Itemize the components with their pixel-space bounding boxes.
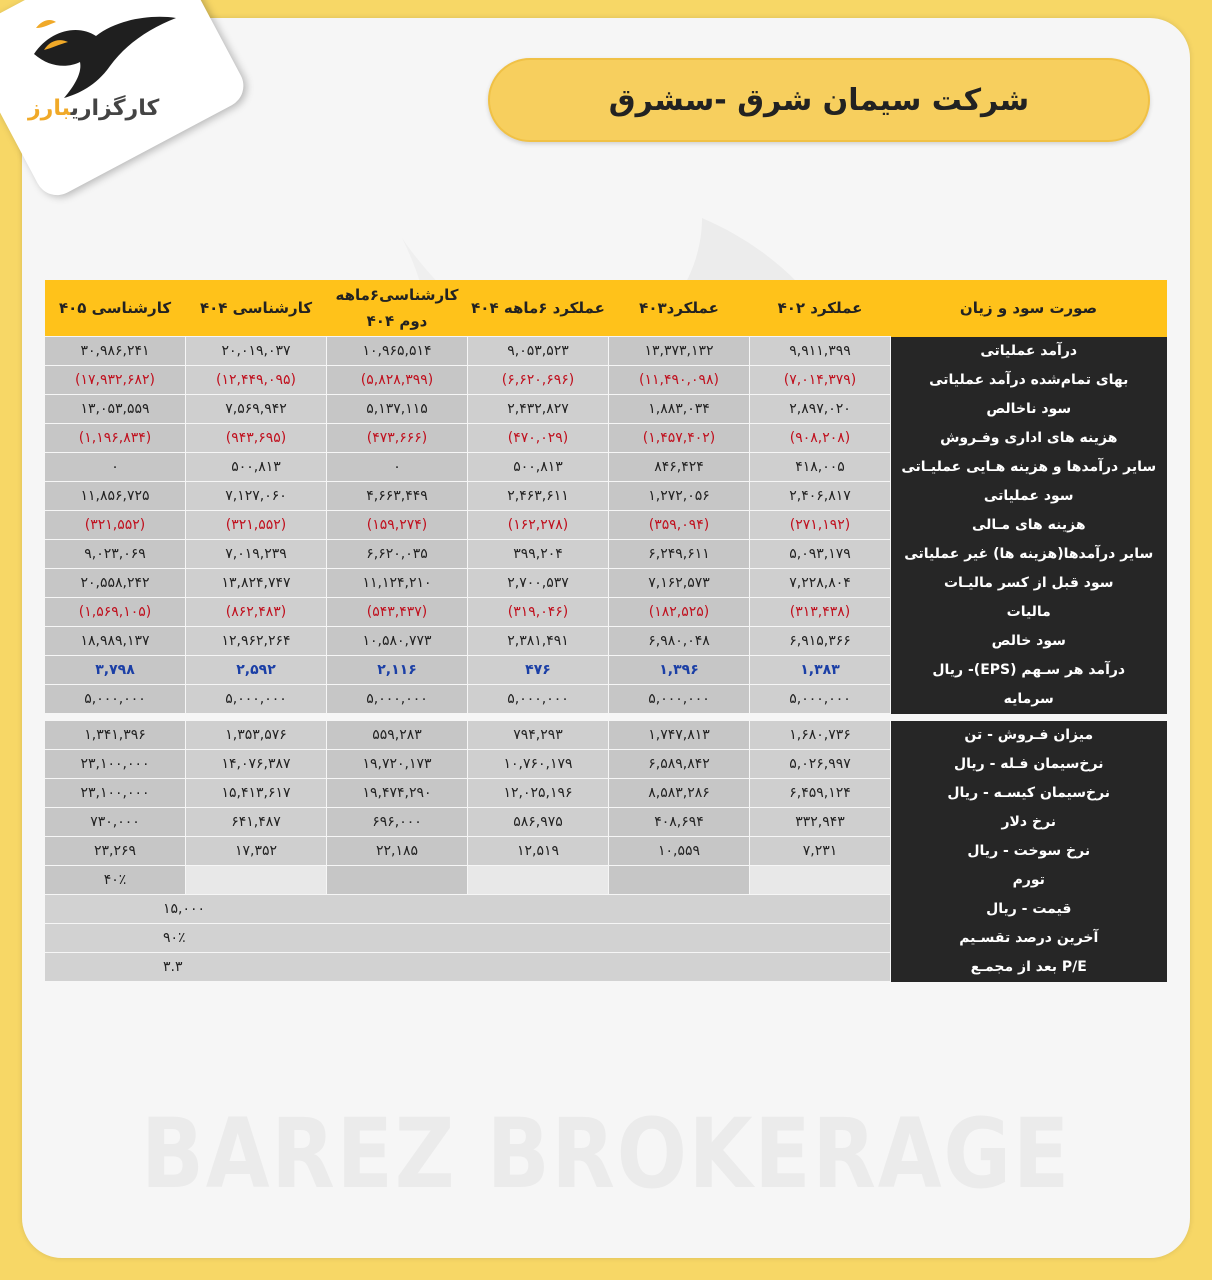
value-cell: ۴,۶۶۳,۴۴۹ xyxy=(327,482,468,511)
value-cell: ۵۰۰,۸۱۳ xyxy=(186,453,327,482)
value-cell: (۵۴۳,۴۳۷) xyxy=(327,598,468,627)
value-cell: ۰ xyxy=(327,453,468,482)
value-cell: ۱۰,۹۶۵,۵۱۴ xyxy=(327,337,468,366)
value-cell: (۶,۶۲۰,۶۹۶) xyxy=(468,366,609,395)
table-row xyxy=(45,511,1167,540)
value-cell: ۱۱,۸۵۶,۷۲۵ xyxy=(45,482,186,511)
value-cell: (۴۷۰,۰۲۹) xyxy=(468,424,609,453)
value-cell: ۲,۵۹۲ xyxy=(186,656,327,685)
row-label: نرخ‌سیمان کیسـه - ریال xyxy=(891,779,1167,808)
logo-text-accent: بارز xyxy=(28,96,71,121)
header-cell: عملکرد ۴۰۲ xyxy=(750,280,891,337)
market-value-cell: ۱۵,۰۰۰ xyxy=(45,895,891,924)
value-cell: ۶۴۱,۴۸۷ xyxy=(186,808,327,837)
value-cell: ۵,۰۰۰,۰۰۰ xyxy=(750,685,891,714)
value-cell: ۷۹۴,۲۹۳ xyxy=(468,721,609,750)
table-row xyxy=(45,721,1167,750)
value-cell: ۶,۹۱۵,۳۶۶ xyxy=(750,627,891,656)
brand-logo[interactable] xyxy=(0,0,200,150)
watermark-text: BAREZ BROKERAGE xyxy=(141,1098,1071,1210)
row-label: هزینه های مـالی xyxy=(891,511,1167,540)
row-label: نرخ دلار xyxy=(891,808,1167,837)
value-cell: ۱۹,۷۲۰,۱۷۳ xyxy=(327,750,468,779)
table-row xyxy=(45,924,1167,953)
table-row xyxy=(45,540,1167,569)
table-row xyxy=(45,953,1167,982)
table-row xyxy=(45,424,1167,453)
value-cell: ۱۲,۰۲۵,۱۹۶ xyxy=(468,779,609,808)
table-row xyxy=(45,895,1167,924)
row-label: درآمد عملیاتی xyxy=(891,337,1167,366)
value-cell: ۱,۳۹۶ xyxy=(609,656,750,685)
value-cell: ۱,۳۴۱,۳۹۶ xyxy=(45,721,186,750)
value-cell: ۱,۶۸۰,۷۳۶ xyxy=(750,721,891,750)
value-cell: ۱,۳۵۳,۵۷۶ xyxy=(186,721,327,750)
value-cell: ۲,۷۰۰,۵۳۷ xyxy=(468,569,609,598)
value-cell: (۷,۰۱۴,۳۷۹) xyxy=(750,366,891,395)
value-cell: ۱۳,۳۷۳,۱۳۲ xyxy=(609,337,750,366)
value-cell xyxy=(468,866,609,895)
row-label: میزان فـروش - تن xyxy=(891,721,1167,750)
value-cell: ۳۳۲,۹۴۳ xyxy=(750,808,891,837)
value-cell: (۱۶۲,۲۷۸) xyxy=(468,511,609,540)
value-cell: ۵,۰۰۰,۰۰۰ xyxy=(327,685,468,714)
table-row xyxy=(45,598,1167,627)
financial-table xyxy=(44,280,1167,982)
table-row xyxy=(45,866,1167,895)
value-cell: ۱۸,۹۸۹,۱۳۷ xyxy=(45,627,186,656)
value-cell: ۱۷,۳۵۲ xyxy=(186,837,327,866)
value-cell: ۵,۰۰۰,۰۰۰ xyxy=(186,685,327,714)
value-cell: ۲,۴۳۲,۸۲۷ xyxy=(468,395,609,424)
value-cell: ۲۲,۱۸۵ xyxy=(327,837,468,866)
value-cell: ۱۹,۴۷۴,۲۹۰ xyxy=(327,779,468,808)
value-cell: (۹۰۸,۲۰۸) xyxy=(750,424,891,453)
value-cell: ۵,۰۰۰,۰۰۰ xyxy=(468,685,609,714)
value-cell: (۱,۵۶۹,۱۰۵) xyxy=(45,598,186,627)
value-cell: ۵,۱۳۷,۱۱۵ xyxy=(327,395,468,424)
row-label: تورم xyxy=(891,866,1167,895)
section-gap xyxy=(45,714,1167,721)
value-cell: ۵۰۰,۸۱۳ xyxy=(468,453,609,482)
market-value-cell: ۹۰٪ xyxy=(45,924,891,953)
value-cell: ۶,۴۵۹,۱۲۴ xyxy=(750,779,891,808)
market-value-cell: ۳.۳ xyxy=(45,953,891,982)
row-label: سود خالص xyxy=(891,627,1167,656)
header-cell: عملکرد ۶ماهه ۴۰۴ xyxy=(468,280,609,337)
value-cell: ۴۷۶ xyxy=(468,656,609,685)
value-cell: (۱۸۲,۵۲۵) xyxy=(609,598,750,627)
value-cell: ۲,۱۱۶ xyxy=(327,656,468,685)
value-cell xyxy=(327,866,468,895)
value-cell xyxy=(186,866,327,895)
table-row xyxy=(45,779,1167,808)
value-cell: (۱,۱۹۶,۸۳۴) xyxy=(45,424,186,453)
logo-text xyxy=(28,96,159,121)
value-cell xyxy=(609,866,750,895)
header-cell: عملکرد۴۰۳ xyxy=(609,280,750,337)
value-cell: ۷۳۰,۰۰۰ xyxy=(45,808,186,837)
row-label: مالیات xyxy=(891,598,1167,627)
value-cell: ۴۰۸,۶۹۴ xyxy=(609,808,750,837)
value-cell: (۹۴۳,۶۹۵) xyxy=(186,424,327,453)
row-label: سود ناخالص xyxy=(891,395,1167,424)
value-cell: ۷,۰۱۹,۲۳۹ xyxy=(186,540,327,569)
value-cell: ۹,۹۱۱,۳۹۹ xyxy=(750,337,891,366)
value-cell: ۵,۰۲۶,۹۹۷ xyxy=(750,750,891,779)
value-cell: ۳۰,۹۸۶,۲۴۱ xyxy=(45,337,186,366)
value-cell: ۱۳,۰۵۳,۵۵۹ xyxy=(45,395,186,424)
row-label: سایر درآمدها(هزینه ها) غیر عملیاتی xyxy=(891,540,1167,569)
value-cell: ۲۰,۵۵۸,۲۴۲ xyxy=(45,569,186,598)
row-label: هزینه های اداری وفـروش xyxy=(891,424,1167,453)
value-cell: ۲۳,۱۰۰,۰۰۰ xyxy=(45,779,186,808)
logo-text-main: کارگزاری xyxy=(70,96,160,121)
value-cell: ۱۰,۵۸۰,۷۷۳ xyxy=(327,627,468,656)
table-row xyxy=(45,453,1167,482)
header-cell: کارشناسی۶ماهه دوم ۴۰۴ xyxy=(327,280,468,337)
operating-data-body xyxy=(45,721,1167,895)
row-label: نرخ‌سیمان فـله - ریال xyxy=(891,750,1167,779)
row-label: سود عملیاتی xyxy=(891,482,1167,511)
value-cell: ۳۹۹,۲۰۴ xyxy=(468,540,609,569)
value-cell: ۳,۷۹۸ xyxy=(45,656,186,685)
value-cell: ۷,۱۶۲,۵۷۳ xyxy=(609,569,750,598)
eagle-logo-icon xyxy=(30,10,180,100)
value-cell: ۷,۲۲۸,۸۰۴ xyxy=(750,569,891,598)
value-cell: ۱۱,۱۲۴,۲۱۰ xyxy=(327,569,468,598)
value-cell: ۲,۸۹۷,۰۲۰ xyxy=(750,395,891,424)
table-row xyxy=(45,685,1167,714)
value-cell xyxy=(750,866,891,895)
table-row xyxy=(45,395,1167,424)
table-row xyxy=(45,656,1167,685)
value-cell: ۹,۰۵۳,۵۲۳ xyxy=(468,337,609,366)
row-label: سرمایه xyxy=(891,685,1167,714)
value-cell: ۲۳,۱۰۰,۰۰۰ xyxy=(45,750,186,779)
value-cell: (۲۷۱,۱۹۲) xyxy=(750,511,891,540)
value-cell: ۱۴,۰۷۶,۳۸۷ xyxy=(186,750,327,779)
value-cell: ۱۳,۸۲۴,۷۴۷ xyxy=(186,569,327,598)
table-row xyxy=(45,627,1167,656)
page-title: شرکت سیمان شرق -سشرق xyxy=(608,82,1030,118)
value-cell: ۱۰,۷۶۰,۱۷۹ xyxy=(468,750,609,779)
market-data-body xyxy=(45,895,1167,982)
row-label: بهای تمام‌شده درآمد عملیاتی xyxy=(891,366,1167,395)
value-cell: ۲,۴۰۶,۸۱۷ xyxy=(750,482,891,511)
value-cell: ۵,۰۰۰,۰۰۰ xyxy=(45,685,186,714)
value-cell: ۲,۳۸۱,۴۹۱ xyxy=(468,627,609,656)
value-cell: (۳۲۱,۵۵۲) xyxy=(186,511,327,540)
value-cell: ۱۲,۵۱۹ xyxy=(468,837,609,866)
value-cell: (۴۷۳,۶۶۶) xyxy=(327,424,468,453)
value-cell: ۶,۲۴۹,۶۱۱ xyxy=(609,540,750,569)
title-banner xyxy=(488,58,1150,142)
value-cell: ۹,۰۲۳,۰۶۹ xyxy=(45,540,186,569)
header-cell: صورت سود و زیان xyxy=(891,280,1167,337)
row-label: نرخ سوخت - ریال xyxy=(891,837,1167,866)
value-cell: ۶,۵۸۹,۸۴۲ xyxy=(609,750,750,779)
value-cell: ۶,۶۲۰,۰۳۵ xyxy=(327,540,468,569)
value-cell: ۶,۹۸۰,۰۴۸ xyxy=(609,627,750,656)
table-header-row xyxy=(45,280,1167,337)
value-cell: (۵,۸۲۸,۳۹۹) xyxy=(327,366,468,395)
value-cell: ۷,۵۶۹,۹۴۲ xyxy=(186,395,327,424)
header-cell: کارشناسی ۴۰۴ xyxy=(186,280,327,337)
value-cell: ۸۴۶,۴۲۴ xyxy=(609,453,750,482)
value-cell: (۳۱۹,۰۴۶) xyxy=(468,598,609,627)
table-row xyxy=(45,366,1167,395)
table-row xyxy=(45,337,1167,366)
value-cell: ۷,۱۲۷,۰۶۰ xyxy=(186,482,327,511)
table-row xyxy=(45,808,1167,837)
value-cell: ۵,۰۹۳,۱۷۹ xyxy=(750,540,891,569)
table-row xyxy=(45,482,1167,511)
header-cell: کارشناسی ۴۰۵ xyxy=(45,280,186,337)
value-cell: ۸,۵۸۳,۲۸۶ xyxy=(609,779,750,808)
value-cell: ۲۰,۰۱۹,۰۳۷ xyxy=(186,337,327,366)
value-cell: ۱,۷۴۷,۸۱۳ xyxy=(609,721,750,750)
value-cell: ۵۵۹,۲۸۳ xyxy=(327,721,468,750)
value-cell: ۱۵,۴۱۳,۶۱۷ xyxy=(186,779,327,808)
value-cell: ۷,۲۳۱ xyxy=(750,837,891,866)
value-cell: (۳۱۳,۴۳۸) xyxy=(750,598,891,627)
value-cell: ۰ xyxy=(45,453,186,482)
value-cell: ۵۸۶,۹۷۵ xyxy=(468,808,609,837)
income-statement-body xyxy=(45,337,1167,714)
row-label: P/E بعد از مجمـع xyxy=(891,953,1167,982)
value-cell: ۱,۸۸۳,۰۳۴ xyxy=(609,395,750,424)
value-cell: ۲۳,۲۶۹ xyxy=(45,837,186,866)
row-label: آخرین درصد تقسـیم xyxy=(891,924,1167,953)
value-cell: ۴۱۸,۰۰۵ xyxy=(750,453,891,482)
value-cell: ۲,۴۶۳,۶۱۱ xyxy=(468,482,609,511)
value-cell: (۱۲,۴۴۹,۰۹۵) xyxy=(186,366,327,395)
value-cell: (۱,۴۵۷,۴۰۲) xyxy=(609,424,750,453)
value-cell: (۳۵۹,۰۹۴) xyxy=(609,511,750,540)
table-row xyxy=(45,569,1167,598)
value-cell: ۴۰٪ xyxy=(45,866,186,895)
value-cell: ۱,۳۸۳ xyxy=(750,656,891,685)
value-cell: ۱,۲۷۲,۰۵۶ xyxy=(609,482,750,511)
value-cell: (۸۶۲,۴۸۳) xyxy=(186,598,327,627)
value-cell: ۱۰,۵۵۹ xyxy=(609,837,750,866)
value-cell: (۱۷,۹۳۲,۶۸۲) xyxy=(45,366,186,395)
value-cell: ۶۹۶,۰۰۰ xyxy=(327,808,468,837)
value-cell: (۱۵۹,۲۷۴) xyxy=(327,511,468,540)
table-row xyxy=(45,837,1167,866)
value-cell: ۵,۰۰۰,۰۰۰ xyxy=(609,685,750,714)
value-cell: (۳۲۱,۵۵۲) xyxy=(45,511,186,540)
table-row xyxy=(45,750,1167,779)
row-label: درآمد هر سـهم (EPS)- ریال xyxy=(891,656,1167,685)
row-label: قیمت - ریال xyxy=(891,895,1167,924)
value-cell: ۱۲,۹۶۲,۲۶۴ xyxy=(186,627,327,656)
row-label: سایر درآمدها و هزینه هـایی عملیـاتی xyxy=(891,453,1167,482)
value-cell: (۱۱,۴۹۰,۰۹۸) xyxy=(609,366,750,395)
row-label: سود قبل از کسر مالیـات xyxy=(891,569,1167,598)
